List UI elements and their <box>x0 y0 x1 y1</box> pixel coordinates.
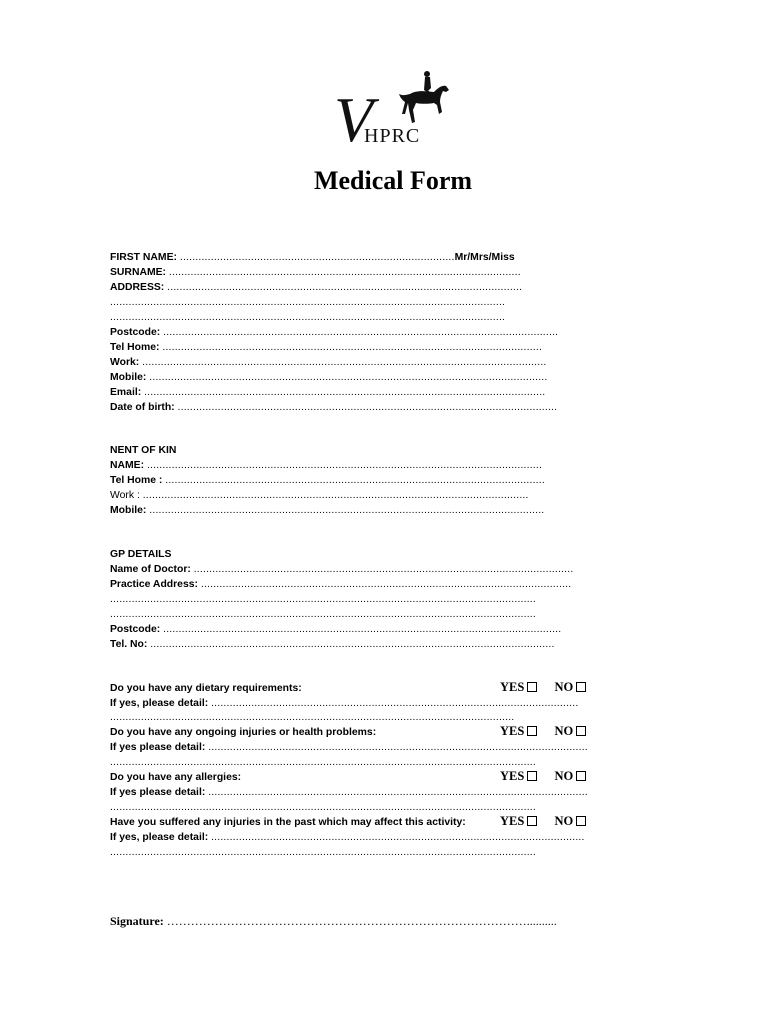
signature-label: Signature: <box>110 914 164 928</box>
practice-dots: ........................................................................................................................ <box>200 579 572 590</box>
address-line[interactable] <box>110 280 600 295</box>
past-injuries-detail-label: If yes, please detail: <box>110 832 209 843</box>
work-label: Work: <box>110 357 140 368</box>
kin-name-line[interactable] <box>110 458 600 473</box>
past-injuries-detail-line[interactable] <box>110 830 600 845</box>
injuries-no-label: NO <box>554 724 574 738</box>
first-name-dots: ......................................................................................... <box>179 252 455 263</box>
gp-heading <box>110 547 600 562</box>
dietary-yes-no <box>500 680 600 695</box>
past-injuries-yes-no <box>500 814 600 829</box>
page-title: Medical Form <box>313 166 473 195</box>
allergies-no-label: NO <box>554 769 574 783</box>
allergies-detail-line[interactable] <box>110 785 600 800</box>
kin-mobile-dots: ................................................................................................................................ <box>149 505 545 516</box>
address-line-3[interactable] <box>110 310 600 325</box>
injuries-detail-label: If yes please detail: <box>110 742 206 753</box>
address-dots: ................................................................................................................... <box>167 282 523 293</box>
gp-tel-label: Tel. No: <box>110 639 148 650</box>
past-injuries-no-checkbox[interactable] <box>576 816 586 826</box>
first-name-label: FIRST NAME: <box>110 252 177 263</box>
dob-dots: ........................................................................................................................... <box>177 402 558 413</box>
title-options: Mr/Mrs/Miss <box>454 252 515 263</box>
question-injuries-text: Do you have any ongoing injuries or health problems: <box>110 727 377 738</box>
injuries-detail-line[interactable] <box>110 740 600 755</box>
question-allergies-text: Do you have any allergies: <box>110 772 242 783</box>
postcode-line[interactable] <box>110 325 600 340</box>
horse-rider-icon <box>396 70 452 128</box>
kin-work-dots: ............................................................................................................................. <box>142 490 529 501</box>
address-label: ADDRESS: <box>110 282 165 293</box>
dob-line[interactable] <box>110 400 600 415</box>
tel-home-dots: ........................................................................................................................... <box>162 342 543 353</box>
dietary-no-checkbox[interactable] <box>576 682 586 692</box>
doctor-label: Name of Doctor: <box>110 564 191 575</box>
signature-line[interactable] <box>110 914 580 929</box>
gp-postcode-label: Postcode: <box>110 624 161 635</box>
doctor-line[interactable] <box>110 562 600 577</box>
work-line[interactable] <box>110 355 600 370</box>
postcode-label: Postcode: <box>110 327 161 338</box>
gp-tel-dots: ................................................................................................................................... <box>150 639 555 650</box>
gp-heading-text: GP DETAILS <box>110 549 172 560</box>
vhprc-logo <box>334 70 454 155</box>
practice-line-2[interactable] <box>110 592 600 607</box>
surname-dots: .................................................................................................................. <box>168 267 521 278</box>
question-past-injuries-text: Have you suffered any injuries in the past which may affect this activity: <box>110 817 466 828</box>
kin-tel-home-dots: ........................................................................................................................... <box>165 475 545 486</box>
question-dietary-text: Do you have any dietary requirements: <box>110 683 302 694</box>
dietary-detail-line[interactable] <box>110 696 600 711</box>
injuries-extra-line[interactable] <box>110 755 600 770</box>
postcode-dots: ................................................................................................................................ <box>163 327 559 338</box>
dietary-detail-label: If yes, please detail: <box>110 698 209 709</box>
kin-heading-text: NENT OF KIN <box>110 445 177 456</box>
surname-label: SURNAME: <box>110 267 166 278</box>
surname-line[interactable] <box>110 265 600 280</box>
kin-tel-home-label: Tel Home : <box>110 475 163 486</box>
logo-text: HPRC <box>364 125 421 147</box>
work-dots: ................................................................................................................................... <box>142 357 547 368</box>
past-injuries-yes-checkbox[interactable] <box>527 816 537 826</box>
dob-label: Date of birth: <box>110 402 175 413</box>
injuries-yes-checkbox[interactable] <box>527 726 537 736</box>
signature-dots: ……………………………………………………………………………….......... <box>166 914 557 928</box>
injuries-yes-no <box>500 724 600 739</box>
kin-tel-home-line[interactable] <box>110 473 600 488</box>
allergies-detail-dots: ........................................................................................................................... <box>208 787 588 798</box>
injuries-yes-label: YES <box>500 724 525 738</box>
dietary-detail-dots: ....................................................................................................................... <box>211 698 579 709</box>
tel-home-line[interactable] <box>110 340 600 355</box>
first-name-line[interactable] <box>110 250 600 265</box>
practice-label: Practice Address: <box>110 579 198 590</box>
kin-work-label: Work : <box>110 490 140 501</box>
email-dots: .................................................................................................................................. <box>144 387 546 398</box>
doctor-dots: ........................................................................................................................... <box>193 564 574 575</box>
dietary-no-label: NO <box>554 680 574 694</box>
past-injuries-extra-dots: .......................................................................................................................................... <box>110 847 536 858</box>
past-injuries-extra-line[interactable] <box>110 845 600 860</box>
kin-name-label: NAME: <box>110 460 145 471</box>
logo-letter: V <box>334 84 374 155</box>
gp-postcode-line[interactable] <box>110 622 600 637</box>
dietary-yes-checkbox[interactable] <box>527 682 537 692</box>
practice-line[interactable] <box>110 577 600 592</box>
tel-home-label: Tel Home: <box>110 342 160 353</box>
allergies-no-checkbox[interactable] <box>576 771 586 781</box>
past-injuries-no-label: NO <box>554 814 574 828</box>
question-allergies <box>110 770 490 785</box>
gp-postcode-dots: ................................................................................................................................. <box>163 624 562 635</box>
email-line[interactable] <box>110 385 600 400</box>
past-injuries-detail-dots: ......................................................................................................................... <box>211 832 585 843</box>
mobile-line[interactable] <box>110 370 600 385</box>
allergies-yes-label: YES <box>500 769 525 783</box>
address-line-3-dots: ................................................................................................................................ <box>110 312 506 323</box>
mobile-dots: ................................................................................................................................. <box>149 372 548 383</box>
dietary-yes-label: YES <box>500 680 525 694</box>
allergies-yes-no <box>500 769 600 784</box>
dietary-extra-line[interactable] <box>110 710 600 725</box>
kin-mobile-line[interactable] <box>110 503 600 518</box>
address-line-2[interactable] <box>110 295 600 310</box>
injuries-detail-dots: ........................................................................................................................... <box>208 742 588 753</box>
practice-line-3[interactable] <box>110 607 600 622</box>
kin-mobile-label: Mobile: <box>110 505 147 516</box>
gp-tel-line[interactable] <box>110 637 600 652</box>
address-line-2-dots: ................................................................................................................................ <box>110 297 506 308</box>
kin-heading <box>110 443 600 458</box>
allergies-yes-checkbox[interactable] <box>527 771 537 781</box>
allergies-extra-line[interactable] <box>110 800 600 815</box>
injuries-extra-dots: .......................................................................................................................................... <box>110 757 536 768</box>
kin-name-dots: ................................................................................................................................ <box>146 460 543 471</box>
kin-work-line[interactable] <box>110 488 600 503</box>
question-past-injuries <box>110 815 502 830</box>
allergies-extra-dots: .......................................................................................................................................... <box>110 802 536 813</box>
injuries-no-checkbox[interactable] <box>576 726 586 736</box>
question-injuries <box>110 725 490 740</box>
past-injuries-yes-label: YES <box>500 814 525 828</box>
question-dietary <box>110 681 490 696</box>
dietary-extra-dots: ................................................................................................................................... <box>110 712 515 723</box>
email-label: Email: <box>110 387 142 398</box>
practice-line-2-dots: .......................................................................................................................................... <box>110 594 536 605</box>
allergies-detail-label: If yes please detail: <box>110 787 206 798</box>
mobile-label: Mobile: <box>110 372 147 383</box>
practice-line-3-dots: .......................................................................................................................................... <box>110 609 536 620</box>
